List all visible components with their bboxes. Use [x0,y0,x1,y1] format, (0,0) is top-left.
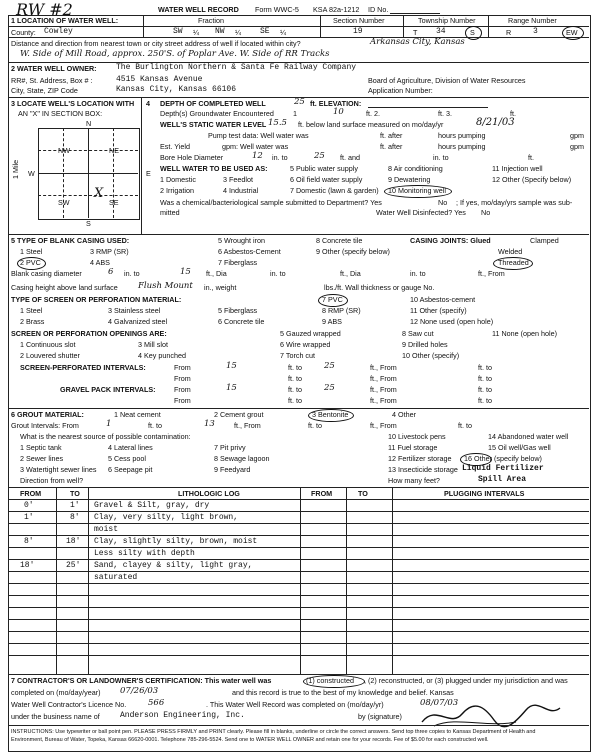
pump-gpm: gpm [570,131,584,140]
ksa-ref: KSA 82a-1212 [313,5,360,14]
height-label: Casing height above land surface [11,283,118,292]
use-8: 8 Air conditioning [388,164,443,173]
contam-13: 13 Insecticide storage [388,465,458,474]
spi-ft-to-2: ft. to [478,374,492,383]
csz-value: Kansas City, Kansas 66106 [116,85,237,94]
grid-se: SE [109,198,119,207]
depth-label: DEPTH OF COMPLETED WELL [160,99,266,108]
screen-abs: 9 ABS [322,317,342,326]
log-row-line [8,619,589,620]
log-bottom [8,674,589,675]
contam-10: 10 Livestock pens [388,432,446,441]
height-lbs: lbs./ft. Wall thickness or gauge No. [324,283,435,292]
spi-from-value: 15 [226,361,237,371]
use-2: 2 Irrigation [160,186,194,195]
chem-no: No [438,198,448,207]
rr-label: RR#, St. Address, Box # : [11,76,93,85]
open-louvered: 2 Louvered shutter [20,351,80,360]
range-number-label: Range Number [508,16,557,25]
quarter-1: ¼ [193,28,199,37]
open-gauzed: 5 Gauzed wrapped [280,329,341,338]
use-3: 3 Feedlot [223,175,253,184]
s6-bottom [8,487,589,488]
log-row-desc: Sand, clayey & silty, light gray, [94,561,253,570]
log-row-line [8,655,589,656]
log-from-header: FROM [20,489,42,498]
disinf-no: No [481,208,491,217]
contam-8: 8 Sewage lagoon [214,454,270,463]
static-value: 15.5 [268,118,287,128]
s3-divider [141,97,142,234]
open-key: 4 Key punched [138,351,186,360]
screen-label: TYPE OF SCREEN OR PERFORATION MATERIAL: [11,295,182,304]
instructions-2: Environment, Bureau of Water, Topeka, Kansas 66620-0001. Telephone 785-296-5524. Send one to WATER WELL OWNER and retain one for your records. Fee of $5.00 for each constructed well. [11,737,489,743]
city-handwritten: Arkansas City, Kansas [370,37,465,47]
bore-value: 12 [252,151,263,161]
log-row-from: 1' [24,513,34,522]
log-row-desc: Clay, slightly silty, brown, moist [94,537,258,546]
fraction-2: NW [215,27,225,36]
gi-ft-to: ft. to [148,421,162,430]
open-mill: 3 Mill slot [138,340,168,349]
chem-mitted: mitted [160,208,180,217]
log-row-line [8,631,589,632]
log-col-1 [56,487,57,674]
spi-to-2: ft. to [288,374,302,383]
log-row-line [8,571,589,572]
gi-to-value: 13 [204,419,215,429]
log-row-from: 0' [24,501,34,510]
cert-line1b: , (2) reconstructed, or (3) plugged under my jurisdiction and was [364,676,568,685]
log-plug-header: PLUGGING INTERVALS [444,489,525,498]
water-well-record-form [8,0,590,752]
log-row-to: 1' [70,501,80,510]
open-none: 11 None (open hole) [492,329,557,338]
log-col-3 [300,487,301,674]
spi-to-value: 25 [324,361,335,371]
gi-label: Grout Intervals: From [11,421,79,430]
casing-abs: 4 ABS [90,258,110,267]
distance-label: Distance and direction from nearest town or city street address of well if located within city? [11,39,301,48]
range-value: 3 [533,27,538,36]
yield-gpm: gpm: Well water was [222,142,289,151]
contam-6: 6 Seepage pit [108,465,153,474]
spill-area: Spill Area [478,475,527,484]
spi-from-2: From [174,374,191,383]
log-row-desc: Clay, very silty, light brown, [94,513,239,522]
yield-hours: hours pumping [438,142,486,151]
s4-num: 4 [146,99,150,108]
s7-bottom [8,725,589,726]
instructions-1: INSTRUCTIONS: Use typewriter or ball point pen. PLEASE PRESS FIRMLY and PRINT clearly. Please fill in blanks, underline or circle the correct answers. Send top three copies to Kansas Department of Health and [11,729,536,735]
grid-nw: NW [58,146,70,155]
contam-2: 2 Sewer lines [20,454,64,463]
mile-label: 1 Mile [11,159,20,179]
id-no-line [390,13,440,14]
compass-s: S [86,219,91,228]
casing-asbestos: 6 Asbestos-Cement [218,247,281,256]
distance-handwritten: W. Side of Mill Road, approx. 250'S. of Poplar Ave. W. Side of RR Tracks [20,49,330,59]
gi-ft-from: ft., From [234,421,261,430]
use-9: 9 Dewatering [388,175,431,184]
contam-7: 7 Pit privy [214,443,246,452]
direction-label: Direction from well? [20,476,84,485]
contam-label: What is the nearest source of possible contamination: [20,432,191,441]
address-value: 4515 Kansas Avenue [116,75,203,84]
casing-steel: 1 Steel [20,247,43,256]
log-row-line [8,547,589,548]
bore-to-value: 25 [314,151,325,161]
s4-bottom [8,234,589,235]
form-number: Form WWC-5 [255,5,299,14]
casing-ft: ft., From [478,269,505,278]
elevation-label: ft. ELEVATION: [310,99,362,108]
use-5: 5 Public water supply [290,164,358,173]
compass-e: E [146,169,151,178]
handwritten-tag: RW #2 [16,0,73,19]
contam-15: 15 Oil well/Gas well [488,443,551,452]
open-drilled: 9 Drilled holes [402,340,448,349]
cert-constructed-circle [303,675,365,688]
yield-after: ft. after [380,142,403,151]
id-no-label: ID No. [368,5,389,14]
screen-stainless: 3 Stainless steel [108,306,161,315]
static-date: 8/21/03 [476,117,515,128]
gpi-ft-to-2: ft. to [478,396,492,405]
gi-ft-to-2: ft. to [308,421,322,430]
use-6: 6 Oil field water supply [290,175,363,184]
section-value: 19 [353,27,363,36]
casing-wrought: 5 Wrought iron [218,236,266,245]
casing-dia-label: Blank casing diameter [11,269,82,278]
quarter-2: ¼ [235,28,241,37]
log-row-line [8,595,589,596]
spi-from: From [174,363,191,372]
bore-ft-and: ft. and [340,153,360,162]
use-12: 12 Other (Specify below) [492,175,572,184]
fraction-1: SW [173,27,183,36]
log-col-2 [88,487,89,674]
log-row-line [8,523,589,524]
cert-line3b: . This Water Well Record was completed on (mo/day/yr) [206,700,384,709]
grid-sw: SW [58,198,70,207]
depth-value: 25 [294,97,305,107]
open-continuous: 1 Continuous slot [20,340,76,349]
cert-line3: Water Well Contractor's Licence No. [11,700,127,709]
spi-ft-from: ft., From [370,363,397,372]
use-4: 4 Industrial [223,186,259,195]
s1-row-line-2 [8,37,589,38]
s3-label-2: AN "X" IN SECTION BOX: [18,109,103,118]
spi-to: ft. to [288,363,302,372]
owner-value: The Burlington Northern & Santa Fe Railway Company [116,63,357,72]
casing-in-to: in. to [124,269,140,278]
log-row-line [8,643,589,644]
cert-line2b: and this record is true to the best of my knowledge and belief. Kansas [232,688,454,697]
casing-dia-value: 6 [108,267,114,277]
log-header-line [8,499,589,500]
log-row-to: 18' [66,537,81,546]
screen-other: 11 Other (specify) [410,306,467,315]
contam-14: 14 Abandoned water well [488,432,569,441]
log-row-from: 18' [20,561,35,570]
contam-12: 12 Fertilizer storage [388,454,452,463]
chem-ifyes: ; If yes, mo/day/yrs sample was sub- [456,198,573,207]
gpi-label: GRAVEL PACK INTERVALS: [60,385,156,394]
chem-label: Was a chemical/bacteriological sample submitted to Department? Yes [160,198,382,207]
cert-constructed: (1) constructed [306,676,354,685]
s6-label: 6 GROUT MATERIAL: [11,410,84,419]
bore-ft: ft. [528,153,534,162]
grid-ne: NE [109,146,119,155]
use-label: WELL WATER TO BE USED AS: [160,164,268,173]
gi-from-value: 1 [106,419,112,429]
casing-dia-to: 15 [180,267,191,277]
grid-q-h1 [38,150,138,151]
range-ew: EW [566,28,578,37]
casing-pvc: 2 PVC [20,258,41,267]
cert-license: 566 [148,698,165,708]
open-torch: 7 Torch cut [280,351,316,360]
screen-fiberglass: 5 Fiberglass [218,306,258,315]
grout-neat: 1 Neat cement [114,410,161,419]
log-row-from: 8' [24,537,34,546]
contam-5: 5 Cess pool [108,454,146,463]
pump-hours: hours pumping [438,131,486,140]
casing-clamped: Clamped [530,236,559,245]
grout-bentonite: 3 Bentonite [312,410,349,419]
bore-in-to: in. to [272,153,288,162]
gpi-from-value: 15 [226,383,237,393]
gpi-ft-to: ft. to [478,385,492,394]
log-row-to: 25' [66,561,81,570]
casing-threaded: Threaded [498,258,529,267]
use-10-circle [384,185,452,198]
screen-asbestos: 10 Asbestos-cement [410,295,476,304]
gw-ft2: ft. 2. [366,109,380,118]
log-row-line [8,511,589,512]
casing-rmp: 3 RMP (SR) [90,247,129,256]
grout-other: 4 Other [392,410,416,419]
gw-value: 10 [333,107,344,117]
range-r: R [506,28,512,37]
open-wire: 6 Wire wrapped [280,340,331,349]
open-other: 10 Other (specify) [402,351,460,360]
openings-label: SCREEN OR PERFORATION OPENINGS ARE: [11,329,167,338]
cert-by: by (signature) [358,712,402,721]
township-s: S [470,28,475,37]
log-row-desc: Gravel & Silt, gray, dry [94,501,210,510]
contam-other-value: Liquid Fertilizer [462,464,544,473]
pump-after: ft. after [380,131,403,140]
log-col-4 [346,487,347,674]
log-from2-header: FROM [311,489,333,498]
log-row-desc: moist [94,525,119,534]
grid-mid-h [38,173,138,174]
gw-label: Depth(s) Groundwater Encountered [160,109,274,118]
gw-ft-end: ft. [510,109,516,118]
height-weight: in., weight [204,283,237,292]
s5-bottom [8,408,589,409]
township-number-label: Township Number [418,16,476,25]
casing-joints: CASING JOINTS: Glued [410,236,491,245]
section-number-label: Section Number [333,16,385,25]
contam-16: 16 Other (specify below) [464,454,542,463]
form-title: WATER WELL RECORD [158,5,239,14]
log-row-to: 8' [70,513,80,522]
casing-ft-dia-2: ft., Dia [340,269,361,278]
disinf-label: Water Well Disinfected? Yes [376,208,466,217]
screen-galvanized: 4 Galvanized steel [108,317,168,326]
township-t: T [413,28,418,37]
cert-business: Anderson Engineering, Inc. [120,711,245,720]
contam-11: 11 Fuel storage [388,443,438,452]
log-to-header: TO [70,489,80,498]
casing-concrete: 8 Concrete tile [316,236,363,245]
bore-in-to-2: in. to [433,153,449,162]
gpi-from-2: From [174,396,191,405]
static-rest: ft. below land surface measured on mo/day/yr [298,120,444,129]
spi-label: SCREEN-PERFORATED INTERVALS: [20,363,146,372]
cert-line1: 7 CONTRACTOR'S OR LANDOWNER'S CERTIFICATION: This water well was [11,676,272,685]
feet-label: How many feet? [388,476,440,485]
screen-rmp: 8 RMP (SR) [322,306,361,315]
contam-3: 3 Watertight sewer lines [20,465,97,474]
log-row-line [8,607,589,608]
log-col-5 [392,487,393,674]
static-label: WELL'S STATIC WATER LEVEL [160,120,267,129]
cert-record-date: 08/07/03 [420,698,459,708]
gpi-ft-from-2: ft., From [370,396,397,405]
gw-1: 1 [293,109,297,118]
log-row-line [8,559,589,560]
gpi-ft-from: ft., From [370,385,397,394]
casing-ft-dia: ft., Dia [206,269,227,278]
contam-9: 9 Feedyard [214,465,251,474]
spi-ft-from-2: ft., From [370,374,397,383]
gpi-from: From [174,385,191,394]
county-value: Cowley [44,27,73,36]
screen-concrete: 6 Concrete tile [218,317,265,326]
use-1: 1 Domestic [160,175,196,184]
log-row-desc: saturated [94,573,138,582]
county-label: County: [11,28,36,37]
screen-brass: 2 Brass [20,317,45,326]
s2-label: 2 WATER WELL OWNER: [11,64,97,73]
fraction-label: Fraction [198,16,224,25]
spi-ft-to: ft. to [478,363,492,372]
application-label: Application Number: [368,86,433,95]
open-saw: 8 Saw cut [402,329,434,338]
s1-label: 1 LOCATION OF WATER WELL: [11,16,119,25]
s5-label: 5 TYPE OF BLANK CASING USED: [11,236,130,245]
township-value: 34 [436,27,446,36]
gw-ft3: ft. 3. [438,109,452,118]
pump-label: Pump test data: Well water was [208,131,309,140]
casing-in-to-3: in. to [410,269,426,278]
well-location-x: X [94,186,104,201]
height-value: Flush Mount [138,281,193,291]
contam-4: 4 Lateral lines [108,443,153,452]
grid-q-h2 [38,195,138,196]
log-row-desc: Less silty with depth [94,549,195,558]
grout-cement: 2 Cement grout [214,410,264,419]
bore-label: Bore Hole Diameter [160,153,224,162]
gi-ft-to-3: ft. to [458,421,472,430]
casing-fiberglass: 7 Fiberglass [218,258,258,267]
cert-line4: under the business name of [11,712,100,721]
gpi-to-2: ft. to [288,396,302,405]
compass-w: W [28,169,35,178]
compass-n: N [86,119,92,128]
fraction-3: SE [260,27,270,36]
log-row-line [8,583,589,584]
gpi-to-value: 25 [324,383,335,393]
gi-ft-from-2: ft., From [370,421,397,430]
section-grid [38,128,140,220]
log-to2-header: TO [358,489,368,498]
screen-none: 12 None used (open hole) [410,317,494,326]
csz-label: City, State, ZIP Code [11,86,78,95]
s1-row-line [8,26,589,27]
yield-gpm-end: gpm [570,142,584,151]
log-row-line [8,535,589,536]
signature [416,698,566,732]
casing-welded: Welded [498,247,523,256]
yield-label: Est. Yield [160,142,190,151]
contam-1: 1 Septic tank [20,443,62,452]
board-text: Board of Agriculture, Division of Water Resources [368,76,526,85]
s3-label: 3 LOCATE WELL'S LOCATION WITH [11,99,135,108]
use-7: 7 Domestic (lawn & garden) [290,186,379,195]
cert-line2: completed on (mo/day/year) [11,688,101,697]
use-11: 11 Injection well [492,164,543,173]
quarter-3: ¼ [280,28,286,37]
gpi-to: ft. to [288,385,302,394]
casing-in-to-2: in. to [270,269,286,278]
elevation-line [368,107,488,108]
log-litho-header: LITHOLOGIC LOG [178,489,240,498]
screen-pvc: 7 PVC [322,295,343,304]
casing-other: 9 Other (specify below) [316,247,390,256]
cert-completed-date: 07/26/03 [120,686,159,696]
use-10: 10 Monitoring well [388,186,446,195]
screen-steel: 1 Steel [20,306,43,315]
